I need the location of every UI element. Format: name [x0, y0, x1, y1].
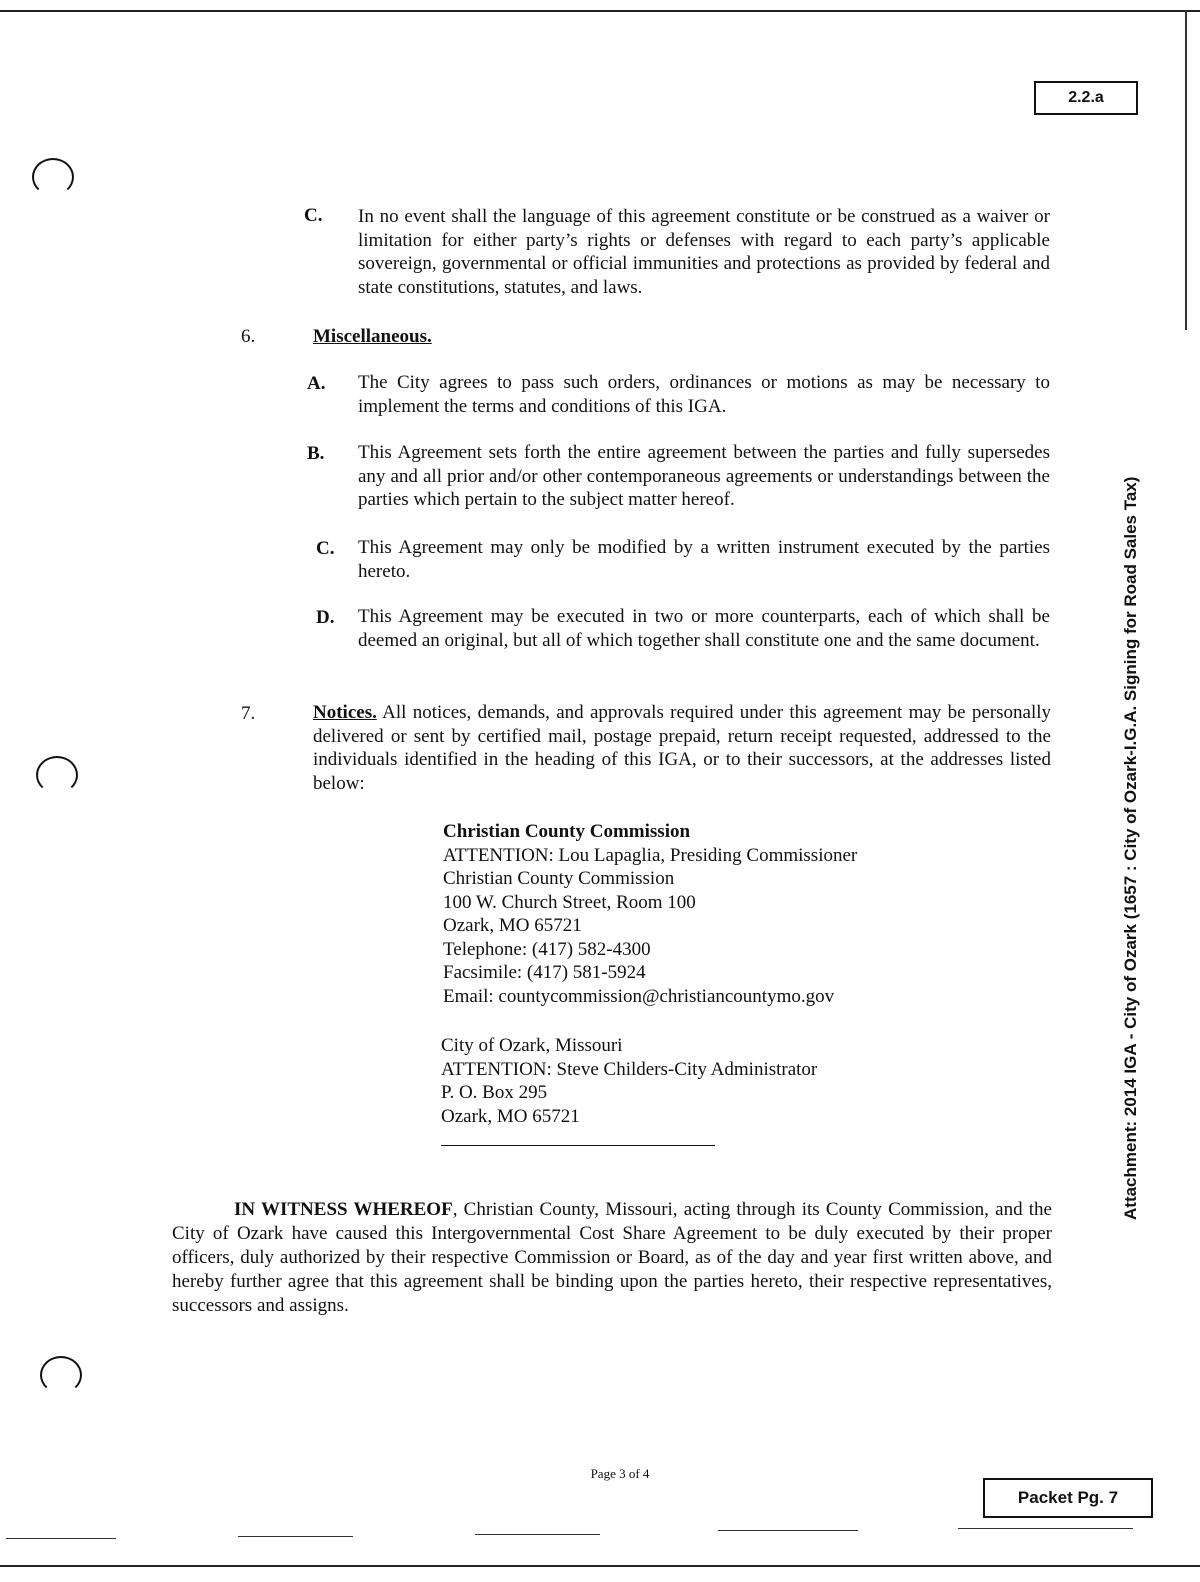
signature-divider [441, 1145, 715, 1146]
county-name: Christian County Commission [443, 821, 691, 842]
page-number: Page 3 of 4 [590, 1466, 650, 1481]
clause-label: B. [307, 443, 325, 464]
section-title: Miscellaneous. [313, 326, 432, 347]
item-ref-badge: 2.2.a [1034, 81, 1138, 115]
city-attention: ATTENTION: Steve Childers-City Administrator [441, 1058, 818, 1080]
attachment-sidebar-label: Attachment: 2014 IGA - City of Ozark (1657 : City of Ozark-I.G.A. Signing for Road Sales Tax) [1121, 476, 1140, 1220]
binder-hole-icon [32, 158, 74, 196]
packet-page-box: Packet Pg. 7 [983, 1478, 1153, 1518]
clause-label: C. [316, 538, 335, 559]
section-number: 7. [241, 703, 256, 724]
county-address-line: Ozark, MO 65721 [443, 915, 582, 936]
notices-text: All notices, demands, and approvals required under this agreement may be personally delivered or sent by certified mail, postage prepaid, return receipt requested, addressed to the individuals identified in the heading of this IGA, or to their successors, at the addresses listed below: [313, 702, 1052, 794]
clause-label: D. [316, 607, 335, 628]
binder-hole-icon [36, 756, 78, 794]
scan-artifact [475, 1534, 600, 1535]
scan-artifact [718, 1530, 858, 1531]
witness-text: , Christian County, Missouri, acting through its County Commission, and the City of Ozark have caused this Intergovernmental Cost Share Agreement to be duly executed by their proper officers, duly authorized by their respective Commission or Board, as of the day and year first written above, and hereby further agree that this agreement shall be binding upon the parties hereto, their respective representatives, successors and assigns. [172, 1199, 1052, 1316]
scan-edge-right [1185, 10, 1187, 330]
county-telephone: Telephone: (417) 582-4300 [443, 938, 651, 960]
county-email: Email: countycommission@christiancountymo.gov [443, 985, 835, 1007]
clause-text: This Agreement may be executed in two or more counterparts, each of which shall be deemed an original, but all of which together shall constitute one and the same document. [358, 606, 1050, 651]
section-title: Notices. [313, 702, 377, 723]
notices-paragraph [313, 701, 1051, 795]
clause-label: C. [304, 205, 323, 226]
clause-text: This Agreement may only be modified by a written instrument executed by the parties hereto. [358, 537, 1050, 582]
scan-artifact [6, 1538, 116, 1539]
scan-artifact [958, 1528, 1133, 1529]
city-address-line: Ozark, MO 65721 [441, 1105, 580, 1127]
county-address-block [443, 820, 857, 1008]
witness-paragraph [172, 1198, 1052, 1318]
city-address-line: P. O. Box 295 [441, 1082, 548, 1103]
binder-hole-icon [40, 1356, 82, 1394]
county-attention: ATTENTION: Lou Lapaglia, Presiding Commissioner [443, 844, 858, 866]
county-address-line: Christian County Commission [443, 868, 675, 889]
city-address-block [441, 1034, 817, 1128]
witness-lead: IN WITNESS WHEREOF [234, 1199, 453, 1220]
scan-edge-bottom [0, 1565, 1200, 1567]
city-name: City of Ozark, Missouri [441, 1035, 623, 1056]
county-address-line: 100 W. Church Street, Room 100 [443, 891, 696, 913]
clause-text: The City agrees to pass such orders, ordinances or motions as may be necessary to implement the terms and conditions of this IGA. [358, 372, 1050, 417]
scan-artifact [238, 1536, 353, 1537]
clause-label: A. [307, 373, 326, 394]
county-facsimile: Facsimile: (417) 581-5924 [443, 962, 646, 983]
scan-edge-top [0, 10, 1200, 12]
clause-text: In no event shall the language of this agreement constitute or be construed as a waiver or limitation for either party’s rights or defenses with regard to each party’s applicable sovereign, governmental or official immunities and protections as provided by federal and state constitutions, statutes, and laws. [358, 206, 1050, 298]
clause-text: This Agreement sets forth the entire agreement between the parties and fully supersedes any and all prior and/or other contemporaneous agreements or understandings between the parties which pertain to the subject matter hereof. [358, 442, 1050, 510]
section-number: 6. [241, 326, 256, 347]
